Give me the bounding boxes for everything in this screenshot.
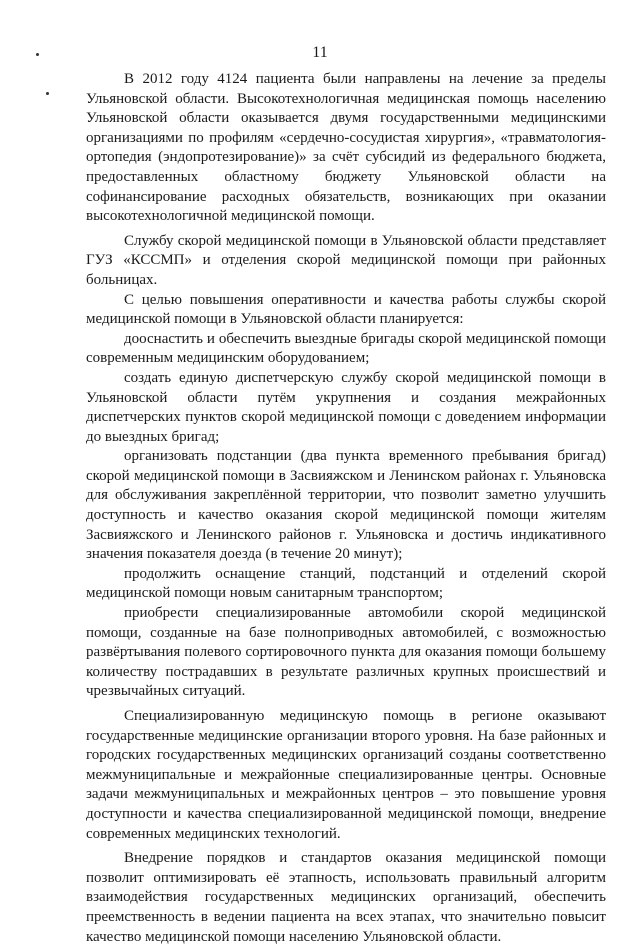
paragraph-standards: Внедрение порядков и стандартов оказания медицинской помощи позволит оптимизировать её этапность, использовать правильный алгоритм взаимодействия государственных медицинских организаций, обеспечить преемственность в ведении пациента на всех этапах, что значительно повысит качество медицинской помощи населению Ульяновской области. xyxy=(86,850,606,945)
paragraph-plan-equip-teams: дооснастить и обеспечить выездные бригады скорой медицинской помощи современным медицинским оборудованием; xyxy=(86,330,606,367)
page-number: 11 xyxy=(312,44,328,61)
paragraph-emergency-service: Службу скорой медицинской помощи в Ульяновской области представляет ГУЗ «КССМП» и отделения скорой медицинской помощи при районных больницах. xyxy=(86,232,606,288)
paragraph-specialized-care: Специализированную медицинскую помощь в регионе оказывают государственные медицинские организации второго уровня. На базе районных и городских государственных медицинских организаций созданы соответственно межмуниципальные и межрайонные специализированные центры. Основные задачи межмуниципальных и межрайонных центров – это повышение уровня доступности и качества специализированной медицинской помощи, внедрение современных медицинских технологий. xyxy=(86,708,606,842)
paragraph-plan-dispatch: создать единую диспетчерскую службу скорой медицинской помощи в Ульяновской области путём укрупнения и создания межрайонных диспетчерских пунктов скорой медицинской помощи с доведением информации до выездных бригад; xyxy=(86,369,606,445)
scan-speck-mark xyxy=(46,92,49,95)
paragraph-plan-transport: продолжить оснащение станций, подстанций и отделений скорой медицинской помощи новым санитарным транспортом; xyxy=(86,565,606,602)
paragraph-plan-substations: организовать подстанции (два пункта временного пребывания бригад) скорой медицинской помощи в Засвияжском и Ленинском районах г. Ульяновска для обслуживания закреплённой территории, что позволит заметно улучшить доступность и качество оказания скорой медицинской помощи жителям Засвияжского и Ленинского районов г. Ульяновска и достичь индикативного значения показателя доезда (в течение 20 минут); xyxy=(86,448,606,563)
document-body xyxy=(86,70,606,947)
paragraph-plan-special-vehicles: приобрести специализированные автомобили скорой медицинской помощи, созданные на базе полноприводных автомобилей, с возможностью развёртывания полевого сортировочного пункта для оказания помощи большему количеству пострадавших в результате различных крупных происшествий и чрезвычайных ситуаций. xyxy=(86,605,606,700)
paragraph-plans-intro: С целью повышения оперативности и качества работы службы скорой медицинской помощи в Ульяновской области планируется: xyxy=(86,291,606,328)
paragraph-hightech-care: В 2012 году 4124 пациента были направлены на лечение за пределы Ульяновской области. Высокотехнологичная медицинская помощь населению Ульяновской области оказывается двумя государственными медицинскими организациями по профилям «сердечно-сосудистая хирургия», «травматология-ортопедия (эндопротезирование)» за счёт субсидий из федерального бюджета, предоставленных областному бюджету Ульяновской области на софинансирование расходных обязательств, возникающих при оказании высокотехнологичной медицинской помощи. xyxy=(86,71,606,225)
